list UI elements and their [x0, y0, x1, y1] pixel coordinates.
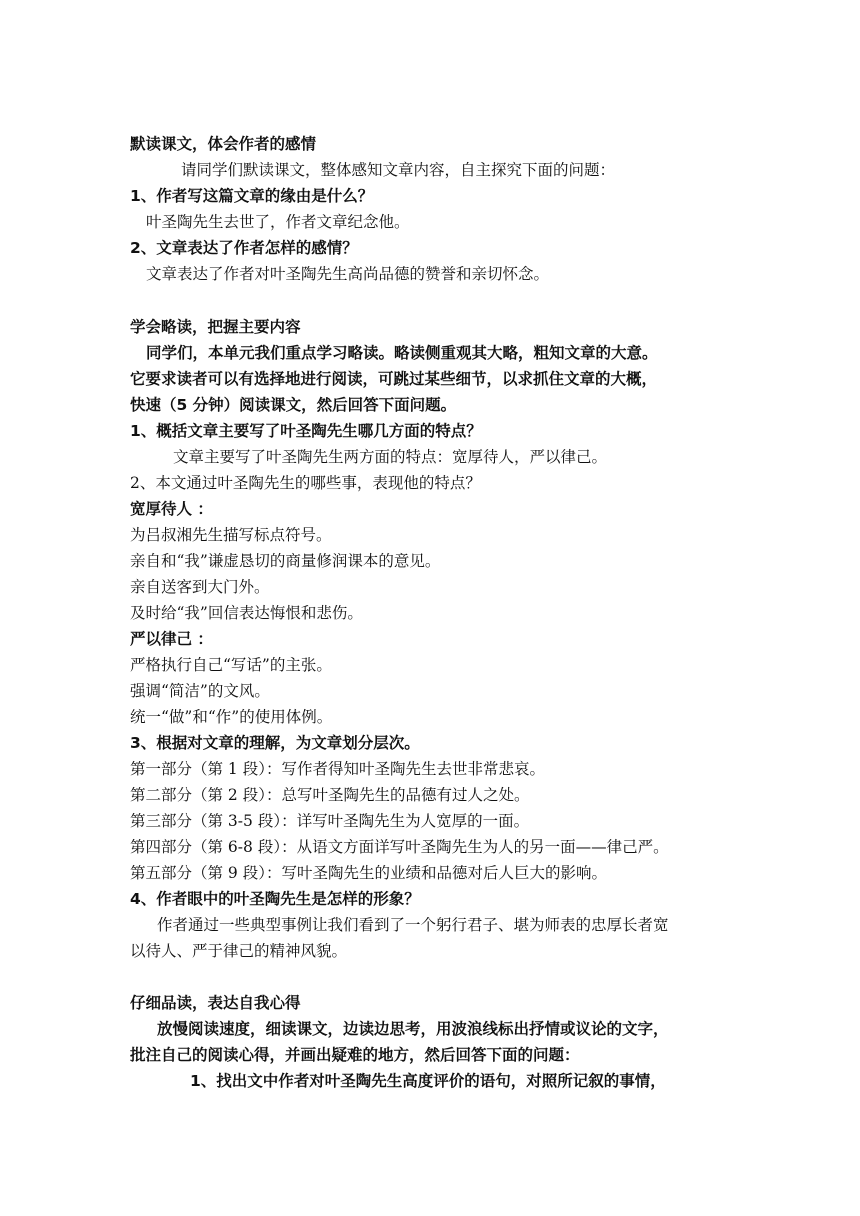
paragraph-line: 快速（5 分钟）阅读课文，然后回答下面问题。: [130, 396, 457, 414]
paragraph: 请同学们默读课文，整体感知文章内容，自主探究下面的问题：: [181, 161, 616, 179]
group-title: 宽厚待人 ：: [130, 500, 213, 518]
question: 1、找出文中作者对叶圣陶先生高度评价的语句，对照所记叙的事情，: [190, 1072, 666, 1090]
list-item: 亲自送客到大门外。: [130, 578, 270, 596]
question: 2、文章表达了作者怎样的感情？: [130, 239, 358, 257]
list-item: 第二部分（第 2 段）：总写叶圣陶先生的品德有过人之处。: [130, 786, 530, 804]
list-item: 亲自和“我”谦虚恳切的商量修润课本的意见。: [130, 552, 441, 570]
list-item: 第三部分（第 3-5 段）：详写叶圣陶先生为人宽厚的一面。: [130, 812, 530, 830]
list-item: 及时给“我”回信表达悔恨和悲伤。: [130, 604, 363, 622]
list-item: 严格执行自己“写话”的主张。: [130, 656, 332, 674]
list-item: 统一“做”和“作”的使用体例。: [130, 708, 333, 726]
paragraph-line: 放慢阅读速度，细读课文，边读边思考，用波浪线标出抒情或议论的文字，: [157, 1020, 669, 1038]
list-item: 第四部分（第 6-8 段）：从语文方面详写叶圣陶先生为人的另一面——律己严。: [130, 838, 669, 856]
group-title: 严以律己 ：: [130, 630, 213, 648]
question: 1、作者写这篇文章的缘由是什么？: [130, 187, 374, 205]
list-item: 为吕叔湘先生描写标点符号。: [130, 526, 332, 544]
question: 3、根据对文章的理解，为文章划分层次。: [130, 734, 420, 752]
answer: 叶圣陶先生去世了，作者文章纪念他。: [146, 213, 410, 231]
list-item: 强调“简洁”的文风。: [130, 682, 270, 700]
paragraph-line: 批注自己的阅读心得，并画出疑难的地方，然后回答下面的问题：: [130, 1046, 580, 1064]
section-heading: 学会略读，把握主要内容: [130, 318, 301, 336]
list-item: 第五部分（第 9 段）：写叶圣陶先生的业绩和品德对后人巨大的影响。: [130, 864, 607, 882]
section-heading: 仔细品读，表达自我心得: [130, 994, 301, 1012]
paragraph-line: 同学们，本单元我们重点学习略读。略读侧重观其大略，粗知文章的大意。: [146, 344, 658, 362]
answer-line: 以待人、严于律己的精神风貌。: [130, 942, 348, 960]
paragraph-line: 它要求读者可以有选择地进行阅读，可跳过某些细节，以求抓住文章的大概，: [130, 370, 658, 388]
answer: 文章表达了作者对叶圣陶先生高尚品德的赞誉和亲切怀念。: [146, 265, 550, 283]
question: 1、概括文章主要写了叶圣陶先生哪几方面的特点？: [130, 422, 482, 440]
question: 2、本文通过叶圣陶先生的哪些事，表现他的特点？: [130, 474, 481, 492]
question: 4、作者眼中的叶圣陶先生是怎样的形象？: [130, 890, 420, 908]
section-heading: 默读课文，体会作者的感情: [130, 135, 317, 153]
list-item: 第一部分（第 1 段）：写作者得知叶圣陶先生去世非常悲哀。: [130, 760, 545, 778]
answer-line: 作者通过一些典型事例让我们看到了一个躬行君子、堪为师表的忠厚长者宽: [157, 916, 669, 934]
answer: 文章主要写了叶圣陶先生两方面的特点：宽厚待人，严以律己。: [173, 448, 608, 466]
